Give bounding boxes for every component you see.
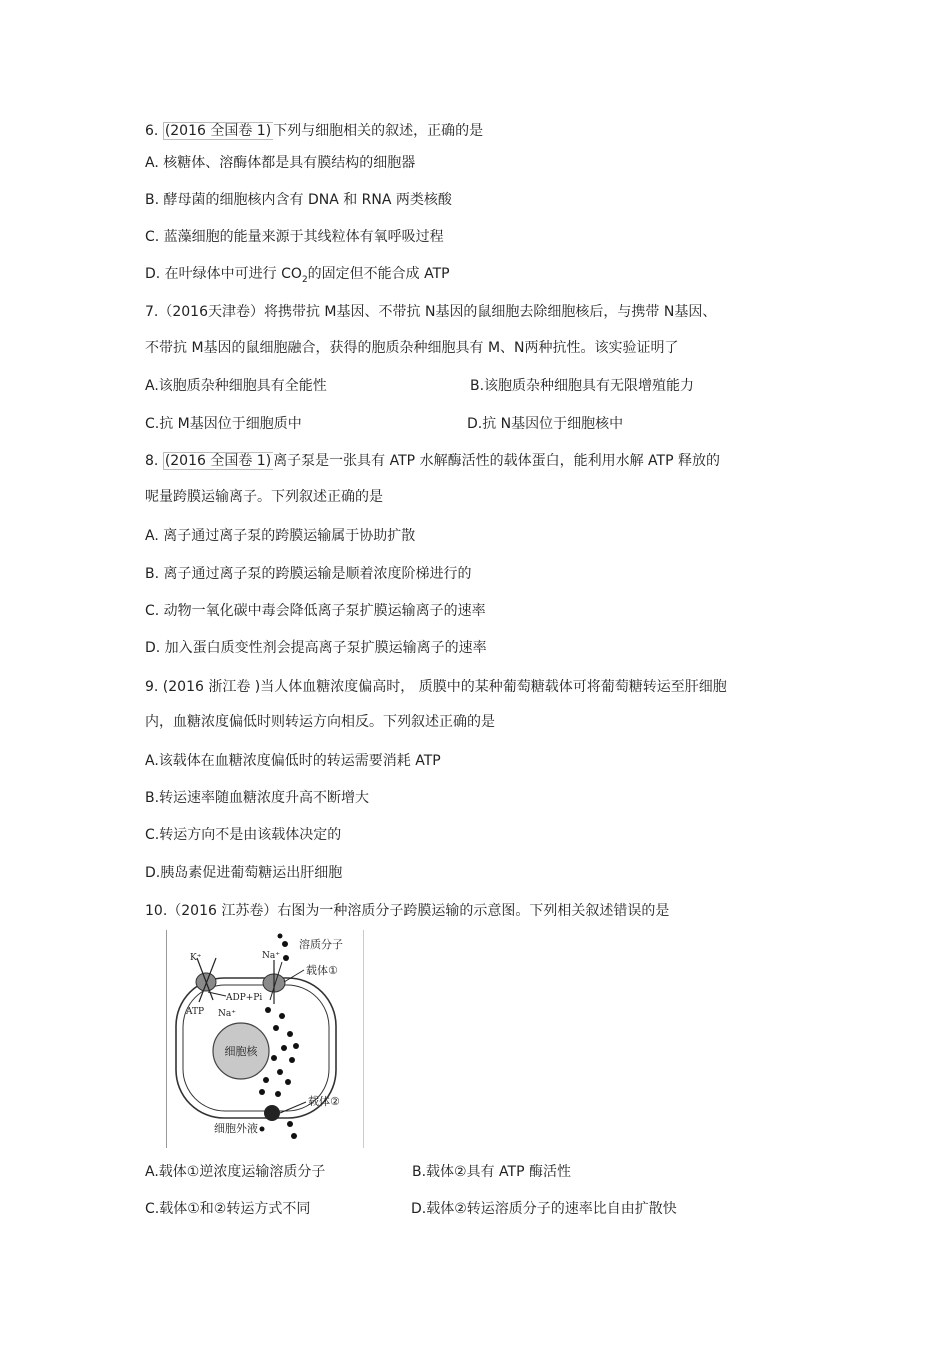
k-ion-label: K⁺ [190, 953, 202, 963]
q7-option-b: B.该胞质杂种细胞具有无限增殖能力 [470, 378, 695, 394]
adp-label: ADP+Pi [226, 993, 263, 1003]
q6-option-d-sub: 2 [301, 274, 308, 285]
na-ion-bottom-label: Na⁺ [218, 1009, 236, 1019]
q6-text: 下列与细胞相关的叙述，正确的是 [273, 123, 484, 139]
atp-label: ATP [186, 1007, 205, 1017]
extracellular-label: 细胞外液 [214, 1122, 258, 1135]
q8-stem-line2: 呢量跨膜运输离子。下列叙述正确的是 [145, 489, 383, 505]
q7-stem-line2: 不带抗 M基因的鼠细胞融合，获得的胞质杂种细胞具有 M、N两种抗性。该实验证明了 [145, 340, 679, 356]
q8-option-c: C. 动物一氧化碳中毒会降低离子泵扩膜运输离子的速率 [145, 603, 486, 619]
nucleus-label: 细胞核 [224, 1045, 258, 1058]
carrier1-label: 载体① [306, 964, 338, 977]
q8-option-a: A. 离子通过离子泵的跨膜运输属于协助扩散 [145, 528, 416, 544]
q6-option-c: C. 蓝藻细胞的能量来源于其线粒体有氧呼吸过程 [145, 229, 444, 245]
na-ion-top-label: Na⁺ [262, 951, 280, 961]
q8-number: 8. [145, 453, 159, 469]
q10-stem: 10.（2016 江苏卷）右图为一种溶质分子跨膜运输的示意图。下列相关叙述错误的是 [145, 903, 670, 919]
q6-stem [145, 121, 483, 141]
q6-option-d-pre: D. 在叶绿体中可进行 CO [145, 266, 302, 282]
q9-option-d: D.胰岛素促进葡萄糖运出肝细胞 [145, 865, 343, 881]
carrier2-shape [264, 1105, 280, 1121]
q9-stem-line2: 内，血糖浓度偏低时则转运方向相反。下列叙述正确的是 [145, 714, 495, 730]
q10-option-a: A.载体①逆浓度运输溶质分子 [145, 1164, 326, 1180]
q6-option-d [145, 264, 450, 290]
q10-option-b: B.载体②具有 ATP 酶活性 [412, 1164, 571, 1180]
q9-option-c: C.转运方向不是由该载体决定的 [145, 827, 342, 843]
q8-source: (2016 全国卷 1) [164, 453, 272, 469]
q9-option-b: B.转运速率随血糖浓度升高不断增大 [145, 790, 370, 806]
q6-option-a: A. 核糖体、溶酶体都是具有膜结构的细胞器 [145, 155, 416, 171]
q6-option-d-post: 的固定但不能合成 ATP [307, 266, 450, 282]
q7-stem-line1: 7.（2016天津卷）将携带抗 M基因、不带抗 N基因的鼠细胞去除细胞核后，与携带 N基因、 [145, 304, 717, 320]
q6-option-b: B. 酵母菌的细胞核内含有 DNA 和 RNA 两类核酸 [145, 192, 452, 208]
q9-stem-line1: 9. (2016 浙江卷 )当人体血糖浓度偏高时， 质膜中的某种葡萄糖载体可将葡萄糖转运至肝细胞 [145, 679, 727, 695]
q6-source: (2016 全国卷 1) [164, 123, 272, 139]
q8-stem [145, 451, 720, 471]
q9-option-a: A.该载体在血糖浓度偏低时的转运需要消耗 ATP [145, 753, 441, 769]
membrane-transport-diagram [166, 930, 364, 1148]
q6-number: 6. [145, 123, 159, 139]
q10-option-d: D.载体②转运溶质分子的速率比自由扩散快 [411, 1201, 677, 1217]
q8-option-b: B. 离子通过离子泵的跨膜运输是顺着浓度阶梯进行的 [145, 566, 472, 582]
q8-option-d: D. 加入蛋白质变性剂会提高离子泵扩膜运输离子的速率 [145, 640, 487, 656]
carrier2-label: 载体② [308, 1095, 340, 1108]
q10-option-c: C.载体①和②转运方式不同 [145, 1201, 311, 1217]
solute-label: 溶质分子 [299, 938, 343, 951]
q8-text: 离子泵是一张具有 ATP 水解酶活性的载体蛋白，能利用水解 ATP 释放的 [273, 453, 720, 469]
q7-option-a: A.该胞质杂种细胞具有全能性 [145, 378, 327, 394]
q7-option-d: D.抗 N基因位于细胞核中 [467, 416, 624, 432]
q7-option-c: C.抗 M基因位于细胞质中 [145, 416, 302, 432]
